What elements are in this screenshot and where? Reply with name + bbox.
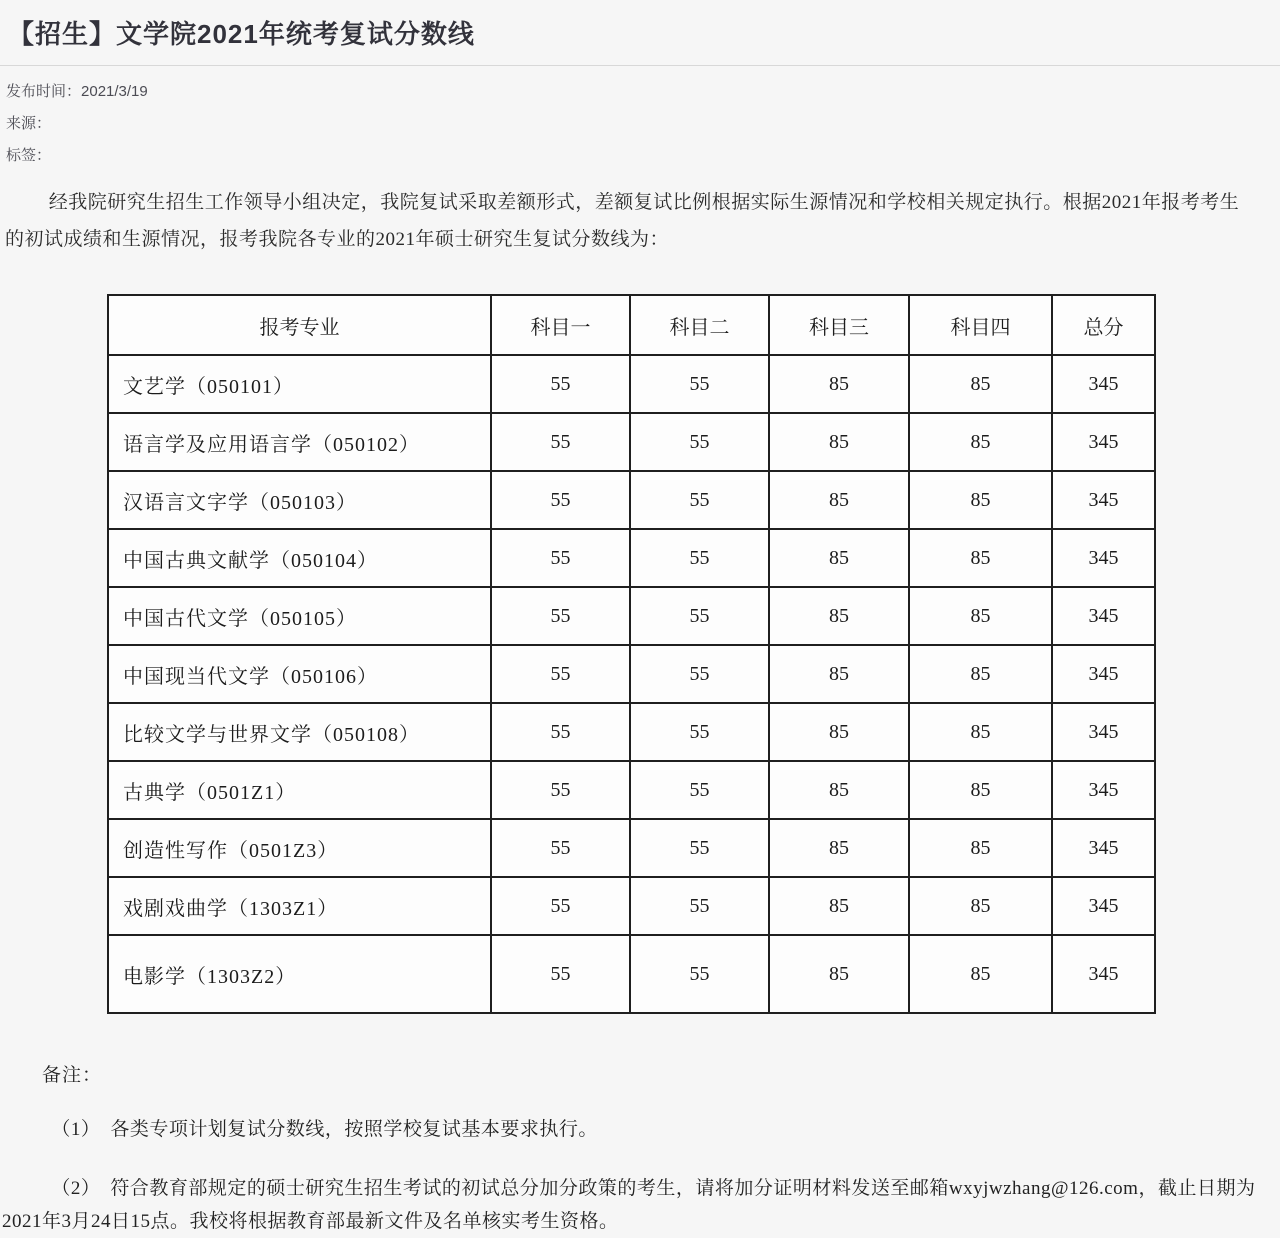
score-table-wrapper — [107, 294, 1280, 1014]
score-cell: 55 — [630, 413, 769, 471]
column-header-1: 报考专业 — [108, 295, 491, 355]
score-cell: 85 — [769, 355, 909, 413]
score-cell: 55 — [630, 819, 769, 877]
score-cell: 85 — [909, 529, 1052, 587]
notes-section — [0, 1060, 1280, 1238]
score-cell: 55 — [630, 471, 769, 529]
score-cell: 85 — [909, 413, 1052, 471]
score-cell: 55 — [491, 529, 630, 587]
score-cell: 345 — [1052, 645, 1155, 703]
score-cell: 345 — [1052, 355, 1155, 413]
score-cell: 55 — [630, 355, 769, 413]
tags-line — [6, 140, 1280, 172]
publish-time-value: 2021/3/19 — [81, 83, 148, 100]
score-table-body — [108, 355, 1155, 1013]
score-cell: 55 — [491, 471, 630, 529]
score-cell: 85 — [769, 471, 909, 529]
score-cell: 85 — [909, 877, 1052, 935]
score-cell: 55 — [491, 877, 630, 935]
score-cell: 345 — [1052, 761, 1155, 819]
score-table-head — [108, 295, 1155, 355]
major-cell: 古典学（0501Z1） — [108, 761, 491, 819]
intro-paragraph: 经我院研究生招生工作领导小组决定，我院复试采取差额形式，差额复试比例根据实际生源情况和学校相关规定执行。根据2021年报考考生的初试成绩和生源情况，报考我院各专业的2021年硕士研究生复试分数线为： — [5, 192, 1240, 250]
major-cell: 文艺学（050101） — [108, 355, 491, 413]
score-cell: 55 — [630, 587, 769, 645]
title-divider — [0, 65, 1280, 66]
score-cell: 85 — [909, 471, 1052, 529]
score-cell: 85 — [909, 761, 1052, 819]
score-cell: 85 — [909, 587, 1052, 645]
source-label: 来源： — [6, 115, 52, 132]
score-cell: 345 — [1052, 413, 1155, 471]
table-row — [108, 529, 1155, 587]
score-cell: 55 — [630, 703, 769, 761]
score-cell: 85 — [909, 935, 1052, 1013]
score-cell: 85 — [769, 935, 909, 1013]
major-cell: 中国古代文学（050105） — [108, 587, 491, 645]
column-header-3: 科目二 — [630, 295, 769, 355]
score-cell: 345 — [1052, 703, 1155, 761]
header-row — [108, 295, 1155, 355]
major-cell: 语言学及应用语言学（050102） — [108, 413, 491, 471]
major-cell: 汉语言文字学（050103） — [108, 471, 491, 529]
note-item-2: （2） 符合教育部规定的硕士研究生招生考试的初试总分加分政策的考生，请将加分证明材料发送至邮箱wxyjwzhang@126.com，截止日期为2021年3月24日15点。我校将根据教育部最新文件及名单核实考生资格。 — [2, 1178, 1256, 1232]
score-cell: 55 — [491, 587, 630, 645]
score-cell: 55 — [491, 935, 630, 1013]
score-cell: 85 — [909, 819, 1052, 877]
score-table — [107, 294, 1156, 1014]
column-header-2: 科目一 — [491, 295, 630, 355]
source-line — [6, 108, 1280, 140]
note-item-1: （1） 各类专项计划复试分数线，按照学校复试基本要求执行。 — [51, 1119, 598, 1140]
score-cell: 85 — [909, 355, 1052, 413]
score-cell: 55 — [630, 877, 769, 935]
table-row — [108, 761, 1155, 819]
score-cell: 345 — [1052, 587, 1155, 645]
table-row — [108, 819, 1155, 877]
score-cell: 55 — [491, 819, 630, 877]
score-cell: 55 — [491, 413, 630, 471]
score-cell: 345 — [1052, 819, 1155, 877]
tags-label: 标签： — [6, 147, 52, 164]
score-cell: 85 — [769, 587, 909, 645]
table-row — [108, 355, 1155, 413]
score-cell: 85 — [769, 703, 909, 761]
major-cell: 比较文学与世界文学（050108） — [108, 703, 491, 761]
publish-time-label: 发布时间： — [6, 83, 82, 100]
score-cell: 85 — [769, 819, 909, 877]
column-header-5: 科目四 — [909, 295, 1052, 355]
table-row — [108, 587, 1155, 645]
score-cell: 55 — [491, 355, 630, 413]
table-row — [108, 703, 1155, 761]
score-cell: 345 — [1052, 935, 1155, 1013]
column-header-4: 科目三 — [769, 295, 909, 355]
score-cell: 85 — [769, 413, 909, 471]
column-header-6: 总分 — [1052, 295, 1155, 355]
table-row — [108, 471, 1155, 529]
table-row — [108, 413, 1155, 471]
major-cell: 中国古典文献学（050104） — [108, 529, 491, 587]
score-cell: 55 — [491, 761, 630, 819]
score-cell: 85 — [769, 761, 909, 819]
page-title: 【招生】文学院2021年统考复试分数线 — [8, 19, 475, 49]
score-cell: 55 — [630, 761, 769, 819]
major-cell: 创造性写作（0501Z3） — [108, 819, 491, 877]
table-row — [108, 877, 1155, 935]
score-cell: 55 — [630, 645, 769, 703]
score-cell: 345 — [1052, 471, 1155, 529]
table-row — [108, 935, 1155, 1013]
score-cell: 85 — [909, 703, 1052, 761]
score-cell: 85 — [769, 529, 909, 587]
score-cell: 55 — [630, 529, 769, 587]
score-cell: 345 — [1052, 877, 1155, 935]
notes-heading: 备注： — [42, 1065, 103, 1086]
major-cell: 电影学（1303Z2） — [108, 935, 491, 1013]
article-meta — [6, 76, 1280, 172]
score-cell: 55 — [630, 935, 769, 1013]
score-cell: 345 — [1052, 529, 1155, 587]
major-cell: 中国现当代文学（050106） — [108, 645, 491, 703]
publish-time-line — [6, 76, 1280, 108]
table-row — [108, 645, 1155, 703]
score-cell: 85 — [769, 877, 909, 935]
score-cell: 85 — [769, 645, 909, 703]
score-cell: 55 — [491, 645, 630, 703]
score-cell: 55 — [491, 703, 630, 761]
score-cell: 85 — [909, 645, 1052, 703]
major-cell: 戏剧戏曲学（1303Z1） — [108, 877, 491, 935]
